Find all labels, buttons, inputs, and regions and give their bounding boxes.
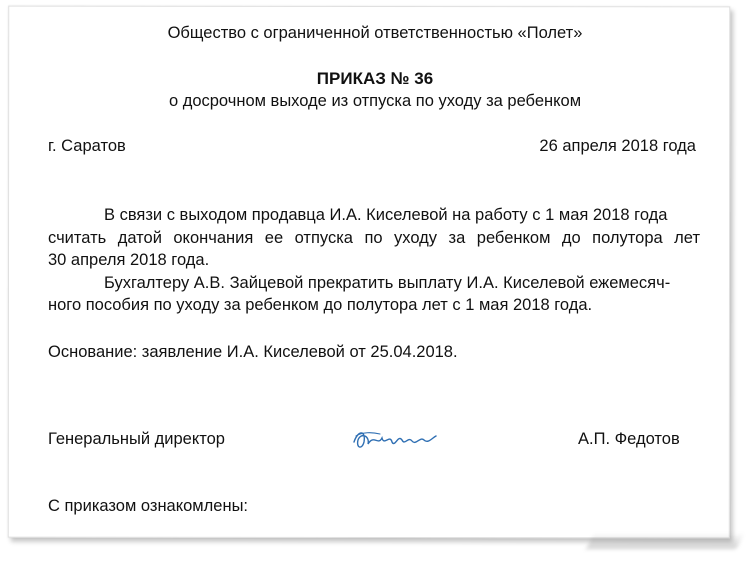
paragraph-1-line-1: В связи с выходом продавца И.А. Киселевой на работу с 1 мая 2018 года [104, 206, 668, 224]
order-subject: о досрочном выходе из отпуска по уходу за ребенком [168, 92, 582, 110]
signature-scribble [350, 422, 440, 456]
paragraph-2-line-2: ного пособия по уходу за ребенком до полутора лет с 1 мая 2018 года. [48, 296, 593, 314]
paragraph-1-line-2: считать датой окончания ее отпуска по уходу за ребенком до полутора лет [48, 229, 700, 247]
order-date: 26 апреля 2018 года [539, 137, 696, 155]
city: г. Саратов [48, 137, 126, 155]
organization-name: Общество с ограниченной ответственностью «Полет» [167, 24, 583, 42]
signatory-position: Генеральный директор [48, 430, 225, 448]
basis-line: Основание: заявление И.А. Киселевой от 25.04.2018. [48, 343, 458, 361]
handwritten-signature [350, 422, 440, 456]
signatory-name: А.П. Федотов [578, 430, 680, 448]
acquainted-line: С приказом ознакомлены: [48, 497, 249, 515]
paragraph-1-line-3: 30 апреля 2018 года. [48, 251, 210, 269]
order-title: ПРИКАЗ № 36 [316, 69, 434, 88]
paragraph-2-line-1: Бухгалтеру А.В. Зайцевой прекратить выплату И.А. Киселевой ежемесяч- [104, 274, 671, 292]
